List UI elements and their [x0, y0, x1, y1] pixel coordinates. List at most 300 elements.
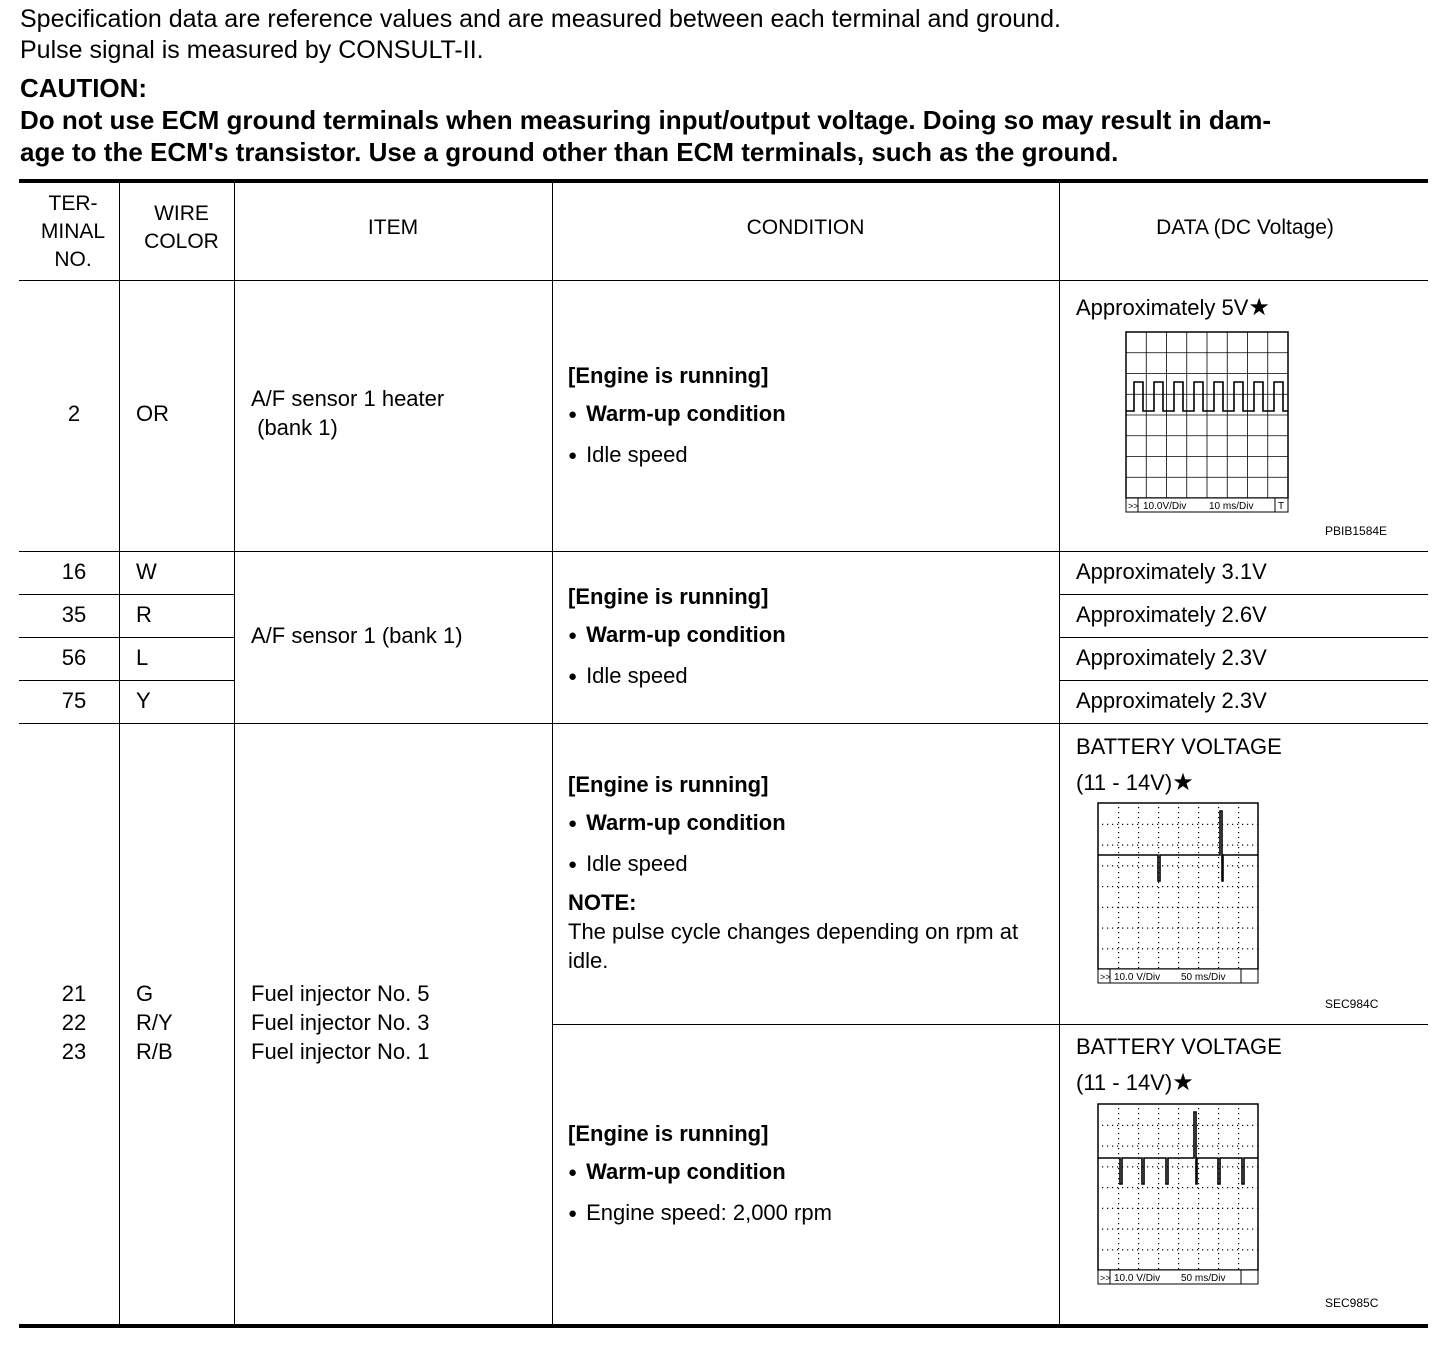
graticule-dot [1137, 824, 1138, 825]
graticule-dot [1257, 907, 1258, 908]
graticule-dot [1158, 1198, 1159, 1199]
graticule-dot [1172, 845, 1173, 846]
row1-data-text: Approximately 5V [1076, 295, 1249, 320]
graticule-dot [1137, 886, 1138, 887]
graticule-dot [1138, 1123, 1139, 1124]
graticule-dot [1118, 892, 1119, 893]
graticule-dot [1118, 827, 1119, 828]
graticule-dot [1222, 1166, 1223, 1167]
graticule-dot [1238, 807, 1239, 808]
graticule-dot [1178, 1108, 1179, 1109]
graticule-dot [1187, 907, 1188, 908]
row3-sub1-fig-id: SEC984C [1325, 997, 1379, 1011]
graticule-dot [1107, 1187, 1108, 1188]
graticule-dot [1138, 1153, 1139, 1154]
graticule-dot [1218, 1268, 1219, 1269]
graticule-dot [1167, 865, 1168, 866]
graticule-dot [1207, 1208, 1208, 1209]
graticule-dot [1112, 886, 1113, 887]
graticule-dot [1192, 845, 1193, 846]
graticule-dot [1218, 932, 1219, 933]
caution-line-1: Do not use ECM ground terminals when measuring input/output voltage. Doing so may result in dam- [20, 105, 1271, 135]
graticule-dot [1138, 1128, 1139, 1129]
row3-sub1-note-title: NOTE: [568, 890, 637, 915]
graticule-dot [1127, 1125, 1128, 1126]
graticule-dot [1138, 827, 1139, 828]
graticule-dot [1152, 1166, 1153, 1167]
graticule-dot [1252, 1249, 1253, 1250]
graticule-dot [1107, 886, 1108, 887]
graticule-dot [1107, 1125, 1108, 1126]
intro-text [20, 4, 1061, 66]
graticule-dot [1132, 1166, 1133, 1167]
graticule-dot [1218, 817, 1219, 818]
graticule-dot [1198, 812, 1199, 813]
graticule-dot [1158, 812, 1159, 813]
graticule-dot [1218, 1253, 1219, 1254]
graticule-dot [1212, 1187, 1213, 1188]
graticule-dot [1182, 886, 1183, 887]
graticule-dot [1137, 907, 1138, 908]
graticule-dot [1118, 1138, 1119, 1139]
graticule-dot [1247, 1187, 1248, 1188]
graticule-dot [1207, 824, 1208, 825]
graticule-dot [1187, 886, 1188, 887]
graticule-dot [1198, 882, 1199, 883]
graticule-dot [1137, 1125, 1138, 1126]
row2-bottom-rule [19, 723, 1428, 724]
graticule-dot [1162, 1146, 1163, 1147]
graticule-dot [1238, 912, 1239, 913]
row2-cond-title: [Engine is running] [568, 584, 769, 609]
row3-sub2-cond-bullet: ● Engine speed: 2,000 rpm [568, 1194, 1058, 1235]
graticule-dot [1192, 824, 1193, 825]
row3-sub2-cond-title: [Engine is running] [568, 1121, 769, 1146]
graticule-dot [1217, 886, 1218, 887]
row2-condition [568, 578, 1058, 698]
graticule-dot [1212, 948, 1213, 949]
graticule-dot [1207, 1166, 1208, 1167]
graticule-dot [1117, 845, 1118, 846]
graticule-dot [1118, 807, 1119, 808]
graticule-dot [1218, 1243, 1219, 1244]
row2-terminal: 75 [61, 688, 87, 713]
graticule-dot [1118, 857, 1119, 858]
graticule-dot [1257, 928, 1258, 929]
graticule-dot [1138, 937, 1139, 938]
graticule-dot [1212, 928, 1213, 929]
graticule-dot [1112, 845, 1113, 846]
graticule-dot [1158, 1108, 1159, 1109]
graticule-dot [1178, 1118, 1179, 1119]
graticule-dot [1147, 1229, 1148, 1230]
graticule-dot [1132, 907, 1133, 908]
graticule-dot [1218, 1118, 1219, 1119]
graticule-dot [1127, 1208, 1128, 1209]
graticule-dot [1118, 1193, 1119, 1194]
row2-wire: R [136, 602, 152, 627]
graticule-dot [1162, 886, 1163, 887]
graticule-dot [1107, 1166, 1108, 1167]
graticule-dot [1152, 907, 1153, 908]
graticule-dot [1158, 1253, 1159, 1254]
graticule-dot [1137, 928, 1138, 929]
row1-wire: OR [136, 401, 169, 426]
graticule-dot [1198, 807, 1199, 808]
graticule-dot [1232, 845, 1233, 846]
graticule-dot [1158, 967, 1159, 968]
graticule-dot [1118, 1118, 1119, 1119]
graticule-dot [1127, 1229, 1128, 1230]
graticule-dot [1118, 882, 1119, 883]
graticule-dot [1198, 827, 1199, 828]
graticule-dot [1127, 845, 1128, 846]
graticule-dot [1118, 817, 1119, 818]
graticule-dot [1237, 845, 1238, 846]
graticule-dot [1178, 1243, 1179, 1244]
row2-rule-b1 [19, 637, 235, 638]
graticule-dot [1118, 832, 1119, 833]
graticule-dot [1207, 1229, 1208, 1230]
graticule-dot [1127, 824, 1128, 825]
graticule-dot [1218, 1223, 1219, 1224]
graticule-dot [1112, 1125, 1113, 1126]
graticule-dot [1178, 1213, 1179, 1214]
graticule-dot [1178, 872, 1179, 873]
graticule-dot [1152, 928, 1153, 929]
graticule-dot [1157, 907, 1158, 908]
graticule-dot [1118, 1133, 1119, 1134]
graticule-dot [1198, 1183, 1199, 1184]
graticule-dot [1118, 932, 1119, 933]
graticule-dot [1138, 877, 1139, 878]
graticule-dot [1118, 1178, 1119, 1179]
graticule-dot [1158, 882, 1159, 883]
graticule-dot [1198, 957, 1199, 958]
row3-items [251, 979, 430, 1066]
graticule-dot [1238, 1148, 1239, 1149]
row3-sub2-scope-volt: 10.0 V/Div [1114, 1273, 1161, 1284]
graticule-dot [1238, 1153, 1239, 1154]
graticule-dot [1242, 1125, 1243, 1126]
graticule-dot [1242, 928, 1243, 929]
graticule-dot [1198, 1143, 1199, 1144]
graticule-dot [1247, 928, 1248, 929]
graticule-dot [1118, 1238, 1119, 1239]
graticule-dot [1142, 886, 1143, 887]
graticule-dot [1252, 865, 1253, 866]
graticule-dot [1178, 1253, 1179, 1254]
graticule-dot [1238, 1118, 1239, 1119]
graticule-dot [1157, 948, 1158, 949]
row1-scope-volt: 10.0V/Div [1143, 501, 1187, 512]
graticule-dot [1178, 1203, 1179, 1204]
graticule-dot [1172, 1229, 1173, 1230]
graticule-dot [1237, 1125, 1238, 1126]
graticule-dot [1118, 1148, 1119, 1149]
graticule-dot [1167, 1208, 1168, 1209]
graticule-dot [1147, 928, 1148, 929]
graticule-dot [1237, 1249, 1238, 1250]
graticule-dot [1162, 1125, 1163, 1126]
graticule-dot [1138, 942, 1139, 943]
graticule-dot [1218, 1128, 1219, 1129]
graticule-dot [1222, 1146, 1223, 1147]
graticule-dot [1118, 1113, 1119, 1114]
graticule-dot [1192, 1146, 1193, 1147]
graticule-dot [1152, 1125, 1153, 1126]
graticule-dot [1217, 1249, 1218, 1250]
graticule-dot [1178, 1263, 1179, 1264]
graticule-dot [1238, 862, 1239, 863]
graticule-dot [1198, 1248, 1199, 1249]
graticule-dot [1117, 1125, 1118, 1126]
graticule-dot [1158, 902, 1159, 903]
graticule-dot [1198, 892, 1199, 893]
graticule-dot [1118, 862, 1119, 863]
graticule-dot [1238, 1213, 1239, 1214]
graticule-dot [1177, 865, 1178, 866]
graticule-dot [1158, 1218, 1159, 1219]
row3-wire: R/Y [136, 1010, 173, 1035]
graticule-dot [1238, 897, 1239, 898]
row3-sub1-note-line: The pulse cycle changes depending on rpm at [568, 919, 1019, 944]
graticule-dot [1157, 824, 1158, 825]
graticule-dot [1172, 928, 1173, 929]
graticule-dot [1198, 1168, 1199, 1169]
graticule-dot [1202, 1125, 1203, 1126]
graticule-dot [1218, 1263, 1219, 1264]
graticule-dot [1238, 872, 1239, 873]
graticule-dot [1112, 1249, 1113, 1250]
row3-sub1-condition [568, 766, 1058, 975]
graticule-dot [1142, 928, 1143, 929]
graticule-dot [1158, 827, 1159, 828]
graticule-dot [1202, 928, 1203, 929]
header-wire-line: COLOR [144, 230, 219, 253]
graticule-dot [1118, 917, 1119, 918]
graticule-dot [1198, 1258, 1199, 1259]
graticule-dot [1182, 907, 1183, 908]
row2-data: Approximately 2.3V [1076, 688, 1267, 713]
graticule-dot [1158, 1213, 1159, 1214]
header-wire [123, 179, 240, 277]
graticule-dot [1138, 1113, 1139, 1114]
graticule-dot [1102, 886, 1103, 887]
graticule-dot [1218, 962, 1219, 963]
graticule-dot [1227, 1166, 1228, 1167]
graticule-dot [1202, 907, 1203, 908]
graticule-dot [1158, 892, 1159, 893]
graticule-dot [1238, 957, 1239, 958]
graticule-dot [1127, 865, 1128, 866]
graticule-dot [1198, 857, 1199, 858]
header-terminal [19, 183, 127, 281]
graticule-dot [1142, 907, 1143, 908]
row1-scope-time: 10 ms/Div [1209, 501, 1254, 512]
graticule-dot [1158, 837, 1159, 838]
graticule-dot [1117, 886, 1118, 887]
graticule-dot [1158, 937, 1159, 938]
graticule-dot [1178, 952, 1179, 953]
graticule-dot [1187, 1249, 1188, 1250]
row3-sub2-scope-time: 50 ms/Div [1181, 1273, 1226, 1284]
terminal-table [19, 179, 1428, 1329]
graticule-dot [1227, 1208, 1228, 1209]
graticule-dot [1118, 1213, 1119, 1214]
graticule-dot [1198, 1233, 1199, 1234]
graticule-dot [1198, 852, 1199, 853]
graticule-dot [1112, 1187, 1113, 1188]
row3-wire: G [136, 981, 154, 1006]
graticule-dot [1142, 1208, 1143, 1209]
graticule-dot [1198, 832, 1199, 833]
graticule-dot [1238, 1163, 1239, 1164]
graticule-dot [1178, 1123, 1179, 1124]
graticule-dot [1167, 886, 1168, 887]
graticule-dot [1238, 1238, 1239, 1239]
graticule-dot [1237, 1229, 1238, 1230]
graticule-dot [1238, 937, 1239, 938]
graticule-dot [1118, 947, 1119, 948]
graticule-dot [1198, 837, 1199, 838]
graticule-dot [1238, 922, 1239, 923]
graticule-dot [1118, 837, 1119, 838]
graticule-dot [1118, 1123, 1119, 1124]
graticule-dot [1158, 957, 1159, 958]
row2-terminal: 16 [61, 559, 87, 584]
graticule-dot [1217, 865, 1218, 866]
graticule-dot [1138, 837, 1139, 838]
graticule-dot [1182, 1208, 1183, 1209]
graticule-dot [1158, 962, 1159, 963]
graticule-dot [1212, 1166, 1213, 1167]
graticule-dot [1227, 948, 1228, 949]
graticule-dot [1178, 932, 1179, 933]
graticule-dot [1218, 1258, 1219, 1259]
graticule-dot [1198, 847, 1199, 848]
graticule-dot [1218, 947, 1219, 948]
graticule-dot [1132, 1187, 1133, 1188]
graticule-dot [1198, 1253, 1199, 1254]
row1-fig-id: PBIB1584E [1325, 524, 1388, 538]
graticule-dot [1178, 922, 1179, 923]
graticule-dot [1117, 1166, 1118, 1167]
graticule-dot [1242, 948, 1243, 949]
graticule-dot [1207, 1146, 1208, 1147]
graticule-dot [1178, 827, 1179, 828]
graticule-dot [1212, 845, 1213, 846]
graticule-dot [1237, 1146, 1238, 1147]
graticule-dot [1138, 812, 1139, 813]
graticule-dot [1112, 1146, 1113, 1147]
graticule-dot [1218, 812, 1219, 813]
graticule-dot [1132, 865, 1133, 866]
graticule-dot [1218, 1203, 1219, 1204]
graticule-dot [1238, 827, 1239, 828]
graticule-dot [1247, 865, 1248, 866]
row3-sub1-note [568, 888, 1058, 975]
graticule-dot [1158, 842, 1159, 843]
graticule-dot [1158, 1118, 1159, 1119]
graticule-dot [1202, 824, 1203, 825]
graticule-dot [1157, 1166, 1158, 1167]
graticule-dot [1132, 1146, 1133, 1147]
graticule-dot [1238, 842, 1239, 843]
graticule-dot [1257, 1208, 1258, 1209]
graticule-dot [1118, 1168, 1119, 1169]
graticule-dot [1198, 1238, 1199, 1239]
graticule-dot [1178, 947, 1179, 948]
graticule-dot [1152, 845, 1153, 846]
graticule-dot [1237, 1208, 1238, 1209]
graticule-dot [1138, 1248, 1139, 1249]
graticule-dot [1178, 1173, 1179, 1174]
graticule-dot [1158, 947, 1159, 948]
graticule-dot [1138, 1143, 1139, 1144]
graticule-dot [1247, 1125, 1248, 1126]
graticule-dot [1118, 942, 1119, 943]
graticule-dot [1158, 1128, 1159, 1129]
graticule-dot [1202, 886, 1203, 887]
graticule-dot [1158, 1233, 1159, 1234]
graticule-dot [1198, 1243, 1199, 1244]
graticule-dot [1237, 824, 1238, 825]
row1-oscilloscope [1121, 330, 1293, 516]
graticule-dot [1138, 1218, 1139, 1219]
graticule-dot [1177, 1166, 1178, 1167]
caution-title: CAUTION: [20, 73, 148, 103]
graticule-dot [1178, 877, 1179, 878]
graticule-dot [1207, 865, 1208, 866]
graticule-dot [1127, 1249, 1128, 1250]
graticule-dot [1137, 845, 1138, 846]
graticule-dot [1178, 967, 1179, 968]
graticule-dot [1192, 1229, 1193, 1230]
row3-sub1-data-line: BATTERY VOLTAGE [1076, 734, 1282, 759]
graticule-dot [1158, 1258, 1159, 1259]
col-rule-4 [1059, 179, 1060, 1325]
row1-condition [568, 357, 1058, 477]
graticule-dot [1118, 822, 1119, 823]
row3-sub2-data-line: (11 - 14V) [1076, 1070, 1173, 1095]
graticule-dot [1118, 1198, 1119, 1199]
graticule-dot [1232, 928, 1233, 929]
graticule-dot [1247, 907, 1248, 908]
graticule-dot [1218, 1218, 1219, 1219]
graticule-dot [1257, 1249, 1258, 1250]
graticule-dot [1238, 1183, 1239, 1184]
graticule-dot [1112, 1166, 1113, 1167]
graticule-dot [1118, 902, 1119, 903]
graticule-dot [1238, 1203, 1239, 1204]
graticule-dot [1162, 1187, 1163, 1188]
graticule-dot [1178, 1113, 1179, 1114]
graticule-dot [1132, 886, 1133, 887]
header-terminal-line: MINAL [40, 220, 106, 243]
graticule-dot [1122, 886, 1123, 887]
graticule-dot [1138, 1238, 1139, 1239]
graticule-dot [1252, 1166, 1253, 1167]
graticule-dot [1122, 907, 1123, 908]
col-rule-1 [119, 179, 120, 1325]
graticule-dot [1138, 912, 1139, 913]
graticule-dot [1137, 1187, 1138, 1188]
graticule-dot [1117, 865, 1118, 866]
graticule-dot [1207, 1125, 1208, 1126]
graticule-dot [1218, 1198, 1219, 1199]
graticule-dot [1218, 1153, 1219, 1154]
